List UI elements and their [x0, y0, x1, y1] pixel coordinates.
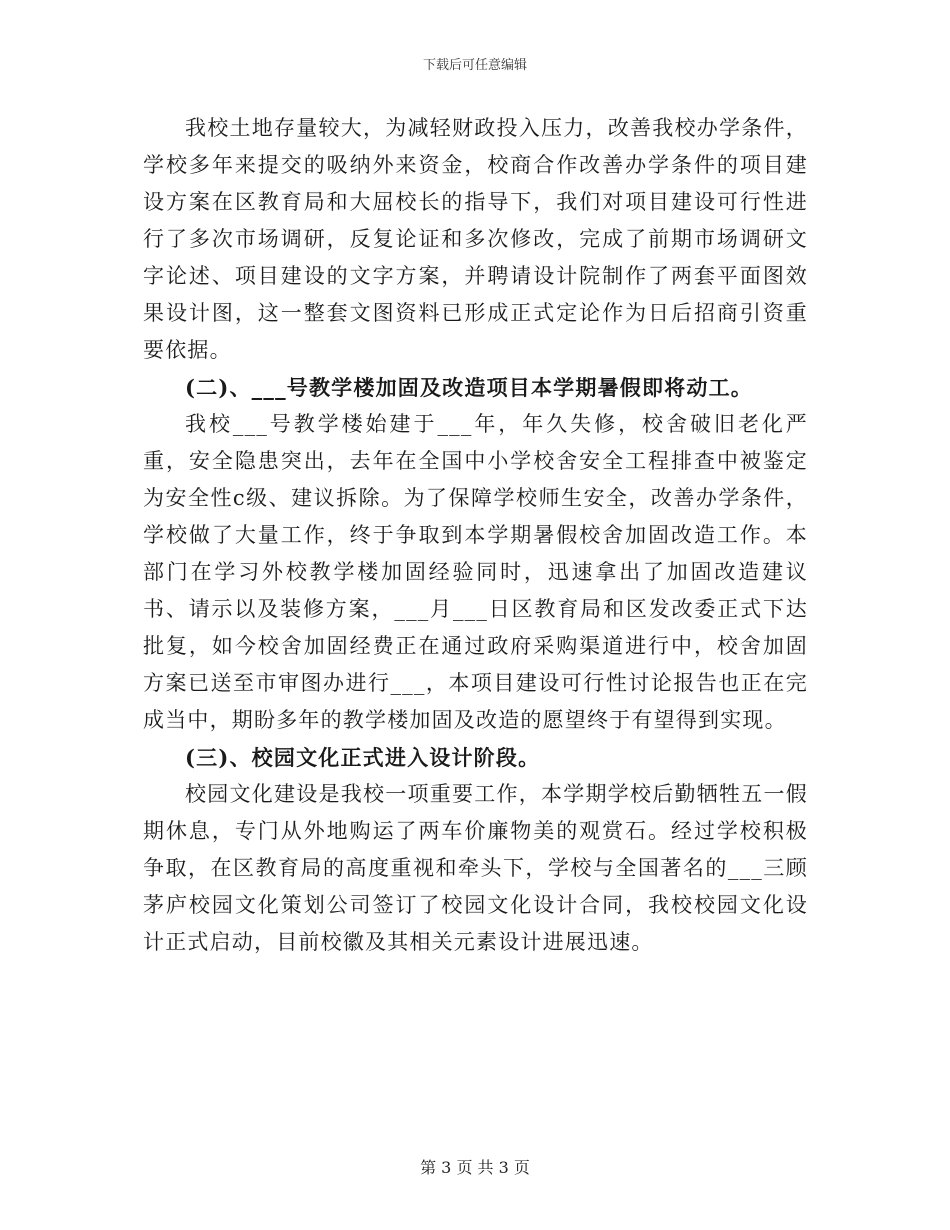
section-heading-building-reinforcement: (二)、___号教学楼加固及改造项目本学期暑假即将动工。 [185, 375, 753, 400]
document-body [143, 110, 808, 961]
paragraph-building-reinforcement: 我校___号教学楼始建于___年，年久失修，校舍破旧老化严重，安全隐患突出，去年在全国中小学校舍安全工程排查中被鉴定为安全性c级、建议拆除。为了保障学校师生安全，改善办学条件，学校做了大量工作，终于争取到本学期暑假校舍加固改造工作。本部门在学习外校教学楼加固经验同时，迅速拿出了加固改造建议书、请示以及装修方案，___月___日区教育局和区发改委正式下达批复，如今校舍加固经费正在通过政府采购渠道进行中，校舍加固方案已送至市审图办进行___，本项目建设可行性讨论报告也正在完成当中，期盼多年的教学楼加固及改造的愿望终于有望得到实现。 [143, 412, 808, 732]
paragraph-land-project: 我校土地存量较大，为减轻财政投入压力，改善我校办学条件，学校多年来提交的吸纳外来资金，校商合作改善办学条件的项目建设方案在区教育局和大屈校长的指导下，我们对项目建设可行性进行了多次市场调研，反复论证和多次修改，完成了前期市场调研文字论述、项目建设的文字方案，并聘请设计院制作了两套平面图效果设计图，这一整套文图资料已形成正式定论作为日后招商引资重要依据。 [143, 116, 808, 362]
section-heading-campus-culture: (三)、校园文化正式进入设计阶段。 [185, 745, 541, 770]
page-header-note: 下载后可任意编辑 [422, 58, 527, 73]
page-number-footer: 第 3 页 共 3 页 [420, 1158, 530, 1177]
paragraph-campus-culture: 校园文化建设是我校一项重要工作，本学期学校后勤牺牲五一假期休息，专门从外地购运了两车价廉物美的观赏石。经过学校积极争取，在区教育局的高度重视和牵头下，学校与全国著名的___三顾茅庐校园文化策划公司签订了校园文化设计合同，我校校园文化设计正式启动，目前校徽及其相关元素设计进展迅速。 [143, 782, 808, 954]
